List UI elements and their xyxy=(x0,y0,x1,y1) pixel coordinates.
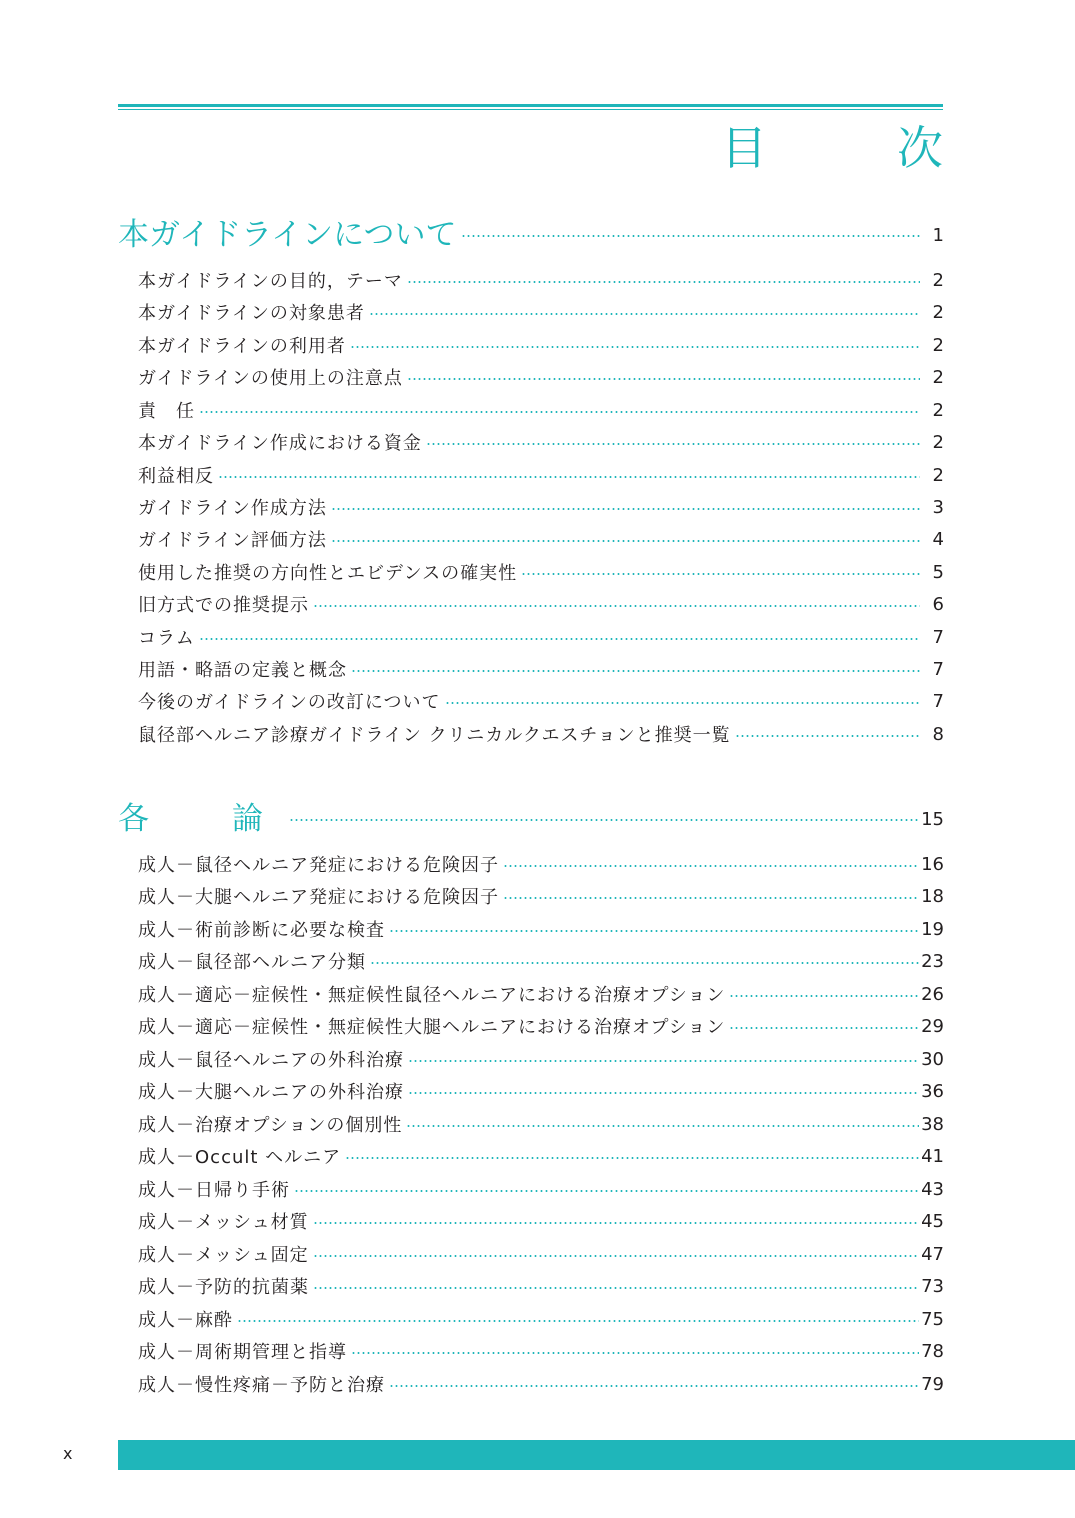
leader-dots xyxy=(445,702,920,704)
toc-entry-page: 29 xyxy=(921,1015,944,1037)
leader-dots xyxy=(289,819,919,821)
toc-entry-page: 5 xyxy=(932,561,944,583)
leader-dots xyxy=(503,865,919,867)
toc-entry[interactable] xyxy=(138,362,944,392)
toc-entry[interactable] xyxy=(138,1174,944,1204)
toc-entry[interactable] xyxy=(138,524,944,554)
toc-entry-page: 3 xyxy=(932,496,944,518)
toc-entry-label: 成人－鼠径部ヘルニア分類 xyxy=(138,952,366,973)
section-heading-label: 各 論 xyxy=(118,800,289,837)
toc-entry[interactable] xyxy=(138,1141,944,1171)
toc-entry-label: 成人－日帰り手術 xyxy=(138,1180,290,1201)
leader-dots xyxy=(407,281,920,283)
toc-entry[interactable] xyxy=(138,979,944,1009)
toc-entry[interactable] xyxy=(138,719,944,749)
toc-entry[interactable] xyxy=(138,330,944,360)
toc-entry-label: ガイドラインの使用上の注意点 xyxy=(138,368,403,389)
leader-dots xyxy=(370,962,919,964)
leader-dots xyxy=(313,1255,919,1257)
toc-entry[interactable] xyxy=(138,427,944,457)
leader-dots xyxy=(408,1060,919,1062)
leader-dots xyxy=(351,670,920,672)
toc-entry-page: 2 xyxy=(932,366,944,388)
toc-entry-label: 成人－治療オプションの個別性 xyxy=(138,1115,403,1136)
toc-entry[interactable] xyxy=(138,654,944,684)
toc-entry[interactable] xyxy=(138,686,944,716)
leader-dots xyxy=(313,1222,919,1224)
toc-entry-page: 23 xyxy=(921,950,944,972)
leader-dots xyxy=(503,897,919,899)
toc-entry-page: 16 xyxy=(921,853,944,875)
leader-dots xyxy=(345,1157,919,1159)
leader-dots xyxy=(313,605,920,607)
toc-entry[interactable] xyxy=(138,1239,944,1269)
toc-entry[interactable] xyxy=(138,1304,944,1334)
toc-entry-page: 45 xyxy=(921,1210,944,1232)
section-heading-label: 本ガイドラインについて xyxy=(118,216,457,253)
toc-entry-label: 成人－メッシュ材質 xyxy=(138,1212,309,1233)
leader-dots xyxy=(521,573,920,575)
toc-entry-page: 79 xyxy=(921,1373,944,1395)
leader-dots xyxy=(389,930,919,932)
toc-entry-page: 36 xyxy=(921,1080,944,1102)
toc-entry-page: 7 xyxy=(932,690,944,712)
toc-entry[interactable] xyxy=(138,297,944,327)
top-rule-thick xyxy=(118,104,943,107)
leader-dots xyxy=(729,995,919,997)
toc-entry[interactable] xyxy=(138,622,944,652)
toc-entry-page: 30 xyxy=(921,1048,944,1070)
leader-dots xyxy=(351,1352,919,1354)
leader-dots xyxy=(426,443,920,445)
leader-dots xyxy=(237,1320,919,1322)
toc-entry-label: 鼠径部ヘルニア診療ガイドライン クリニカルクエスチョンと推奨一覧 xyxy=(138,725,731,746)
toc-entry[interactable] xyxy=(138,1011,944,1041)
leader-dots xyxy=(350,346,920,348)
toc-entry-page: 78 xyxy=(921,1340,944,1362)
leader-dots xyxy=(369,313,920,315)
toc-entry-label: 成人－周術期管理と指導 xyxy=(138,1342,347,1363)
toc-entry-label: 成人－慢性疼痛－予防と治療 xyxy=(138,1375,385,1396)
toc-section-heading[interactable] xyxy=(118,209,944,253)
toc-entry-label: 成人－大腿ヘルニア発症における危険因子 xyxy=(138,887,499,908)
toc-entry-page: 8 xyxy=(932,723,944,745)
leader-dots xyxy=(729,1027,919,1029)
footer-color-bar xyxy=(118,1440,1075,1470)
toc-entry-label: ガイドライン評価方法 xyxy=(138,530,327,551)
toc-entry[interactable] xyxy=(138,395,944,425)
toc-entry-label: 成人－術前診断に必要な検査 xyxy=(138,920,385,941)
toc-entry[interactable] xyxy=(138,1336,944,1366)
toc-entry[interactable] xyxy=(138,1206,944,1236)
toc-entry-label: 成人－適応－症候性・無症候性大腿ヘルニアにおける治療オプション xyxy=(138,1017,726,1038)
toc-entry-page: 7 xyxy=(932,626,944,648)
leader-dots xyxy=(331,540,920,542)
page-folio: x xyxy=(63,1444,73,1463)
toc-entry-label: 責 任 xyxy=(138,401,195,422)
top-rule-thin xyxy=(118,109,943,110)
toc-entry-page: 38 xyxy=(921,1113,944,1135)
toc-entry[interactable] xyxy=(138,1044,944,1074)
toc-entry-page: 41 xyxy=(921,1145,944,1167)
leader-dots xyxy=(199,411,920,413)
leader-dots xyxy=(406,1125,919,1127)
leader-dots xyxy=(331,508,920,510)
leader-dots xyxy=(199,638,920,640)
toc-entry[interactable] xyxy=(138,946,944,976)
toc-entry-label: 用語・略語の定義と概念 xyxy=(138,660,347,681)
toc-entry[interactable] xyxy=(138,881,944,911)
leader-dots xyxy=(313,1287,919,1289)
toc-entry-label: 成人－大腿ヘルニアの外科治療 xyxy=(138,1082,404,1103)
toc-entry-page: 2 xyxy=(932,464,944,486)
toc-entry-page: 47 xyxy=(921,1243,944,1265)
toc-entry-label: 旧方式での推奨提示 xyxy=(138,595,309,616)
leader-dots xyxy=(408,1092,919,1094)
leader-dots xyxy=(389,1385,919,1387)
toc-entry-page: 2 xyxy=(932,334,944,356)
toc-entry-page: 75 xyxy=(921,1308,944,1330)
toc-entry-page: 26 xyxy=(921,983,944,1005)
toc-entry-label: ガイドライン作成方法 xyxy=(138,498,327,519)
toc-entry[interactable] xyxy=(138,557,944,587)
toc-entry-label: 成人－Occult ヘルニア xyxy=(138,1147,342,1168)
leader-dots xyxy=(735,735,920,737)
toc-entry-label: 利益相反 xyxy=(138,466,214,487)
toc-entry[interactable] xyxy=(138,1271,944,1301)
toc-entry-label: 本ガイドラインの対象患者 xyxy=(138,303,365,324)
toc-entry-label: 成人－鼠径ヘルニアの外科治療 xyxy=(138,1050,404,1071)
toc-entry-label: 本ガイドラインの利用者 xyxy=(138,336,346,357)
page-title: 目 次 xyxy=(721,121,985,175)
toc-entry-label: 本ガイドラインの目的，テーマ xyxy=(138,271,403,292)
toc-entry[interactable] xyxy=(138,492,944,522)
toc-entry-label: 成人－適応－症候性・無症候性鼠径ヘルニアにおける治療オプション xyxy=(138,985,726,1006)
toc-entry[interactable] xyxy=(138,589,944,619)
leader-dots xyxy=(218,476,920,478)
toc-entry-page: 6 xyxy=(932,593,944,615)
toc-entry[interactable] xyxy=(138,1369,944,1399)
toc-entry-label: コラム xyxy=(138,628,195,649)
toc-entry-page: 4 xyxy=(932,528,944,550)
toc-entry-page: 7 xyxy=(932,658,944,680)
toc-entry[interactable] xyxy=(138,460,944,490)
leader-dots xyxy=(461,235,920,237)
toc-entry-label: 今後のガイドラインの改訂について xyxy=(138,692,441,713)
leader-dots xyxy=(407,378,920,380)
toc-entry-label: 成人－メッシュ固定 xyxy=(138,1245,309,1266)
toc-entry-page: 2 xyxy=(932,399,944,421)
toc-entry-label: 成人－麻酔 xyxy=(138,1310,233,1331)
toc-entry-label: 使用した推奨の方向性とエビデンスの確実性 xyxy=(138,563,518,584)
toc-section-heading[interactable] xyxy=(118,793,944,837)
section-page-number: 15 xyxy=(921,808,944,830)
leader-dots xyxy=(294,1190,919,1192)
toc-entry-page: 2 xyxy=(932,431,944,453)
toc-entry-page: 19 xyxy=(921,918,944,940)
toc-entry[interactable] xyxy=(138,1076,944,1106)
toc-entry[interactable] xyxy=(138,914,944,944)
toc-entry-label: 成人－鼠径ヘルニア発症における危険因子 xyxy=(138,855,499,876)
section-page-number: 1 xyxy=(932,224,944,246)
toc-entry-page: 18 xyxy=(921,885,944,907)
toc-entry-label: 成人－予防的抗菌薬 xyxy=(138,1277,309,1298)
toc-entry[interactable] xyxy=(138,265,944,295)
toc-entry-label: 本ガイドライン作成における資金 xyxy=(138,433,422,454)
toc-entry[interactable] xyxy=(138,849,944,879)
toc-entry-page: 2 xyxy=(932,269,944,291)
toc-entry-page: 2 xyxy=(932,301,944,323)
toc-entry-page: 73 xyxy=(921,1275,944,1297)
toc-entry[interactable] xyxy=(138,1109,944,1139)
toc-entry-page: 43 xyxy=(921,1178,944,1200)
